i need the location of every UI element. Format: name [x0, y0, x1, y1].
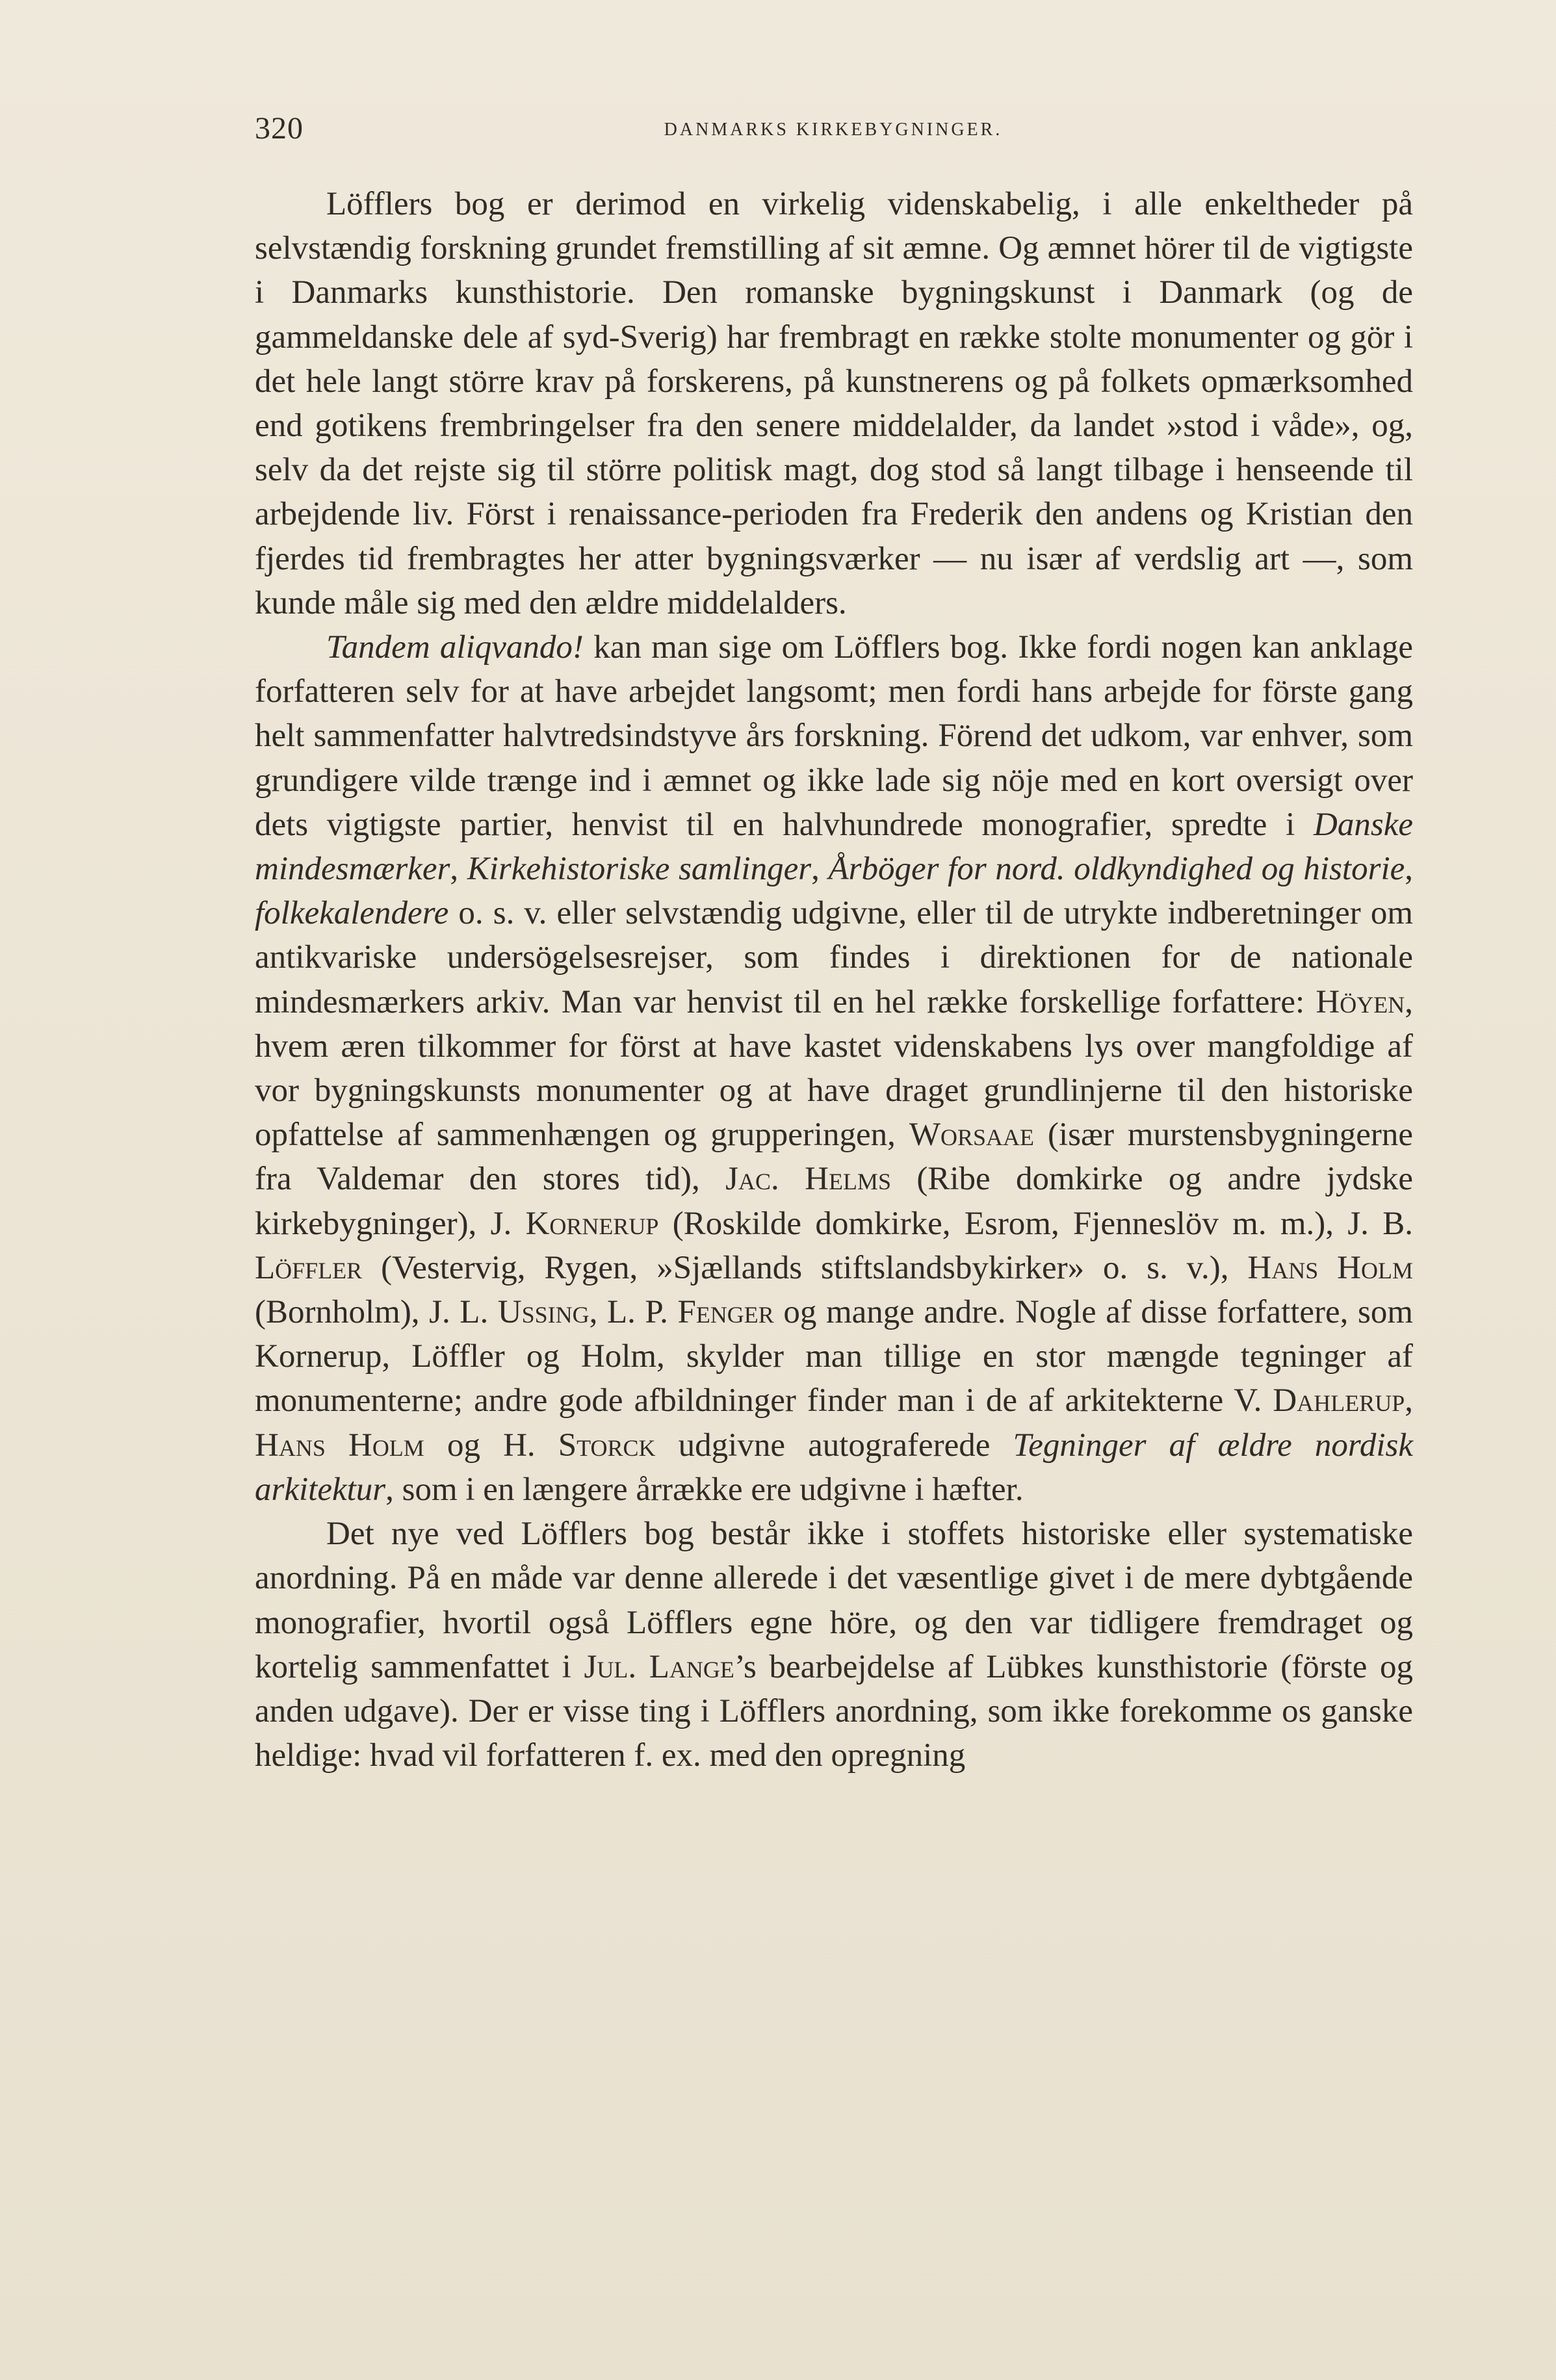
- text-span: (Vestervig, Rygen, »Sjællands stiftslandsbykirker» o. s. v.),: [362, 1249, 1248, 1286]
- author-hoyen: Höyen: [1316, 983, 1405, 1020]
- title-danske-mindesmaerker: Danske mindesmærker: [255, 806, 1413, 888]
- author-hans-holm: Hans Holm: [1247, 1249, 1414, 1286]
- author-helms: Jac. Helms: [725, 1161, 891, 1198]
- author-hans-holm-2: Hans Holm: [255, 1427, 424, 1464]
- author-ussing: Ussing: [497, 1294, 590, 1331]
- text-span: Det nye ved Löfflers bog består ikke i stoffets historiske eller systematiske anordning. På en måde var denne allerede i det væsentlige givet i de mere dybtgående monografier, hvortil også Löfflers egne höre, og den var tidligere fremdraget og kortelig sammenfattet i: [255, 1516, 1413, 1685]
- text-span: ,: [1405, 1382, 1413, 1419]
- text-span: ,: [811, 851, 829, 888]
- title-arboger: Årböger for nord. oldkyndighed og historie: [828, 851, 1405, 888]
- author-storck: Storck: [558, 1427, 656, 1464]
- title-tegninger: Tegninger af ældre nordisk arkitektur: [255, 1427, 1413, 1508]
- latin-phrase: Tandem aliqvando!: [326, 629, 584, 666]
- text-span: ’s bearbejdelse af Lübkes kunsthistorie (förste og anden udgave). Der er visse ting i Löfflers anordning, som ikke forekomme os ganske heldige: hvad vil forfatteren f. ex. med den opregning: [255, 1648, 1413, 1774]
- text-span: ,: [450, 851, 467, 888]
- author-dahlerup: Dahlerup: [1273, 1382, 1405, 1419]
- author-worsaae: Worsaae: [909, 1117, 1035, 1154]
- author-loffler: Löffler: [255, 1249, 363, 1286]
- title-kirkehistoriske-samlinger: Kirkehistoriske samlinger: [467, 851, 812, 888]
- page-number: 320: [255, 111, 304, 146]
- text-span: , hvem æren tilkommer for först at have kastet videnskabens lys over mangfoldige af vor bygningskunsts monumenter og at have draget grundlinjerne til den historiske opfattelse af sammenhængen og grupperingen,: [255, 983, 1413, 1154]
- text-span: (Ribe domkirke og andre jydske kirkebygninger), J.: [255, 1161, 1413, 1242]
- paragraph-3: [255, 1512, 1413, 1778]
- text-span: udgivne autograferede: [655, 1427, 1013, 1464]
- text-span: og mange andre. Nogle af disse forfattere, som Kornerup, Löffler og Holm, skylder man tillige en stor mængde tegninger af monumenterne; andre gode afbildninger finder man i de af arkitekterne V.: [255, 1294, 1413, 1419]
- text-span: (Roskilde domkirke, Esrom, Fjenneslöv m. m.), J. B.: [658, 1205, 1413, 1242]
- page-header: [255, 110, 1412, 149]
- paragraph-1: Löfflers bog er derimod en virkelig videnskabelig, i alle enkeltheder på selvstændig forskning grundet fremstilling af sit æmne. Og æmnet hörer til de vigtigste i Danmarks kunsthistorie. Den romanske bygningskunst i Danmark (og de gammeldanske dele af syd-Sverig) har frembragt en række stolte monumenter og gör i det hele langt större krav på forskerens, på kunstnerens og på folkets opmærksomhed end gotikens frembringelser fra den senere middelalder, da landet »stod i våde», og, selv da det rejste sig til större politisk magt, dog stod så langt tilbage i henseende til arbejdende liv. Först i renaissance-perioden fra Frederik den andens og Kristian den fjerdes tid frembragtes her atter bygningsværker — nu især af verdslig art —, som kunde måle sig med den ældre middelalders.: [255, 186, 1413, 621]
- text-span: o. s. v. eller selvstændig udgivne, eller til de utrykte indberetninger om antikvariske undersögelsesrejser, som findes i direktionen for de nationale mindesmærkers arkiv. Man var henvist til en hel række forskellige forfattere:: [255, 895, 1413, 1020]
- body-text: [255, 182, 1413, 1778]
- title-folkekalendere: folkekalendere: [255, 895, 449, 932]
- running-head: DANMARKS KIRKEBYGNINGER.: [664, 120, 1003, 140]
- author-fenger: Fenger: [677, 1294, 774, 1331]
- text-span: , L. P.: [589, 1294, 678, 1331]
- paragraph-2: [255, 625, 1413, 1512]
- text-span: (især murstensbygningerne fra Valdemar den stores tid),: [255, 1117, 1414, 1198]
- text-span: , som i en længere årrække ere udgivne i hæfter.: [385, 1471, 1024, 1508]
- author-kornerup: Kornerup: [525, 1205, 659, 1242]
- text-span: ,: [1405, 851, 1413, 888]
- text-span: (Bornholm), J. L.: [255, 1294, 498, 1331]
- text-span: og H.: [424, 1427, 558, 1464]
- text-span: kan man sige om Löfflers bog. Ikke fordi nogen kan anklage forfatteren selv for at have arbejdet langsomt; men fordi hans arbejde for förste gang helt sammenfatter halvtredsindstyve års forskning. Förend det udkom, var enhver, som grundigere vilde trænge ind i æmnet og ikke lade sig nöje med en kort oversigt over dets vigtigste partier, henvist til en halvhundrede monografier, spredte i: [255, 629, 1413, 843]
- author-lange: Jul. Lange: [584, 1648, 734, 1685]
